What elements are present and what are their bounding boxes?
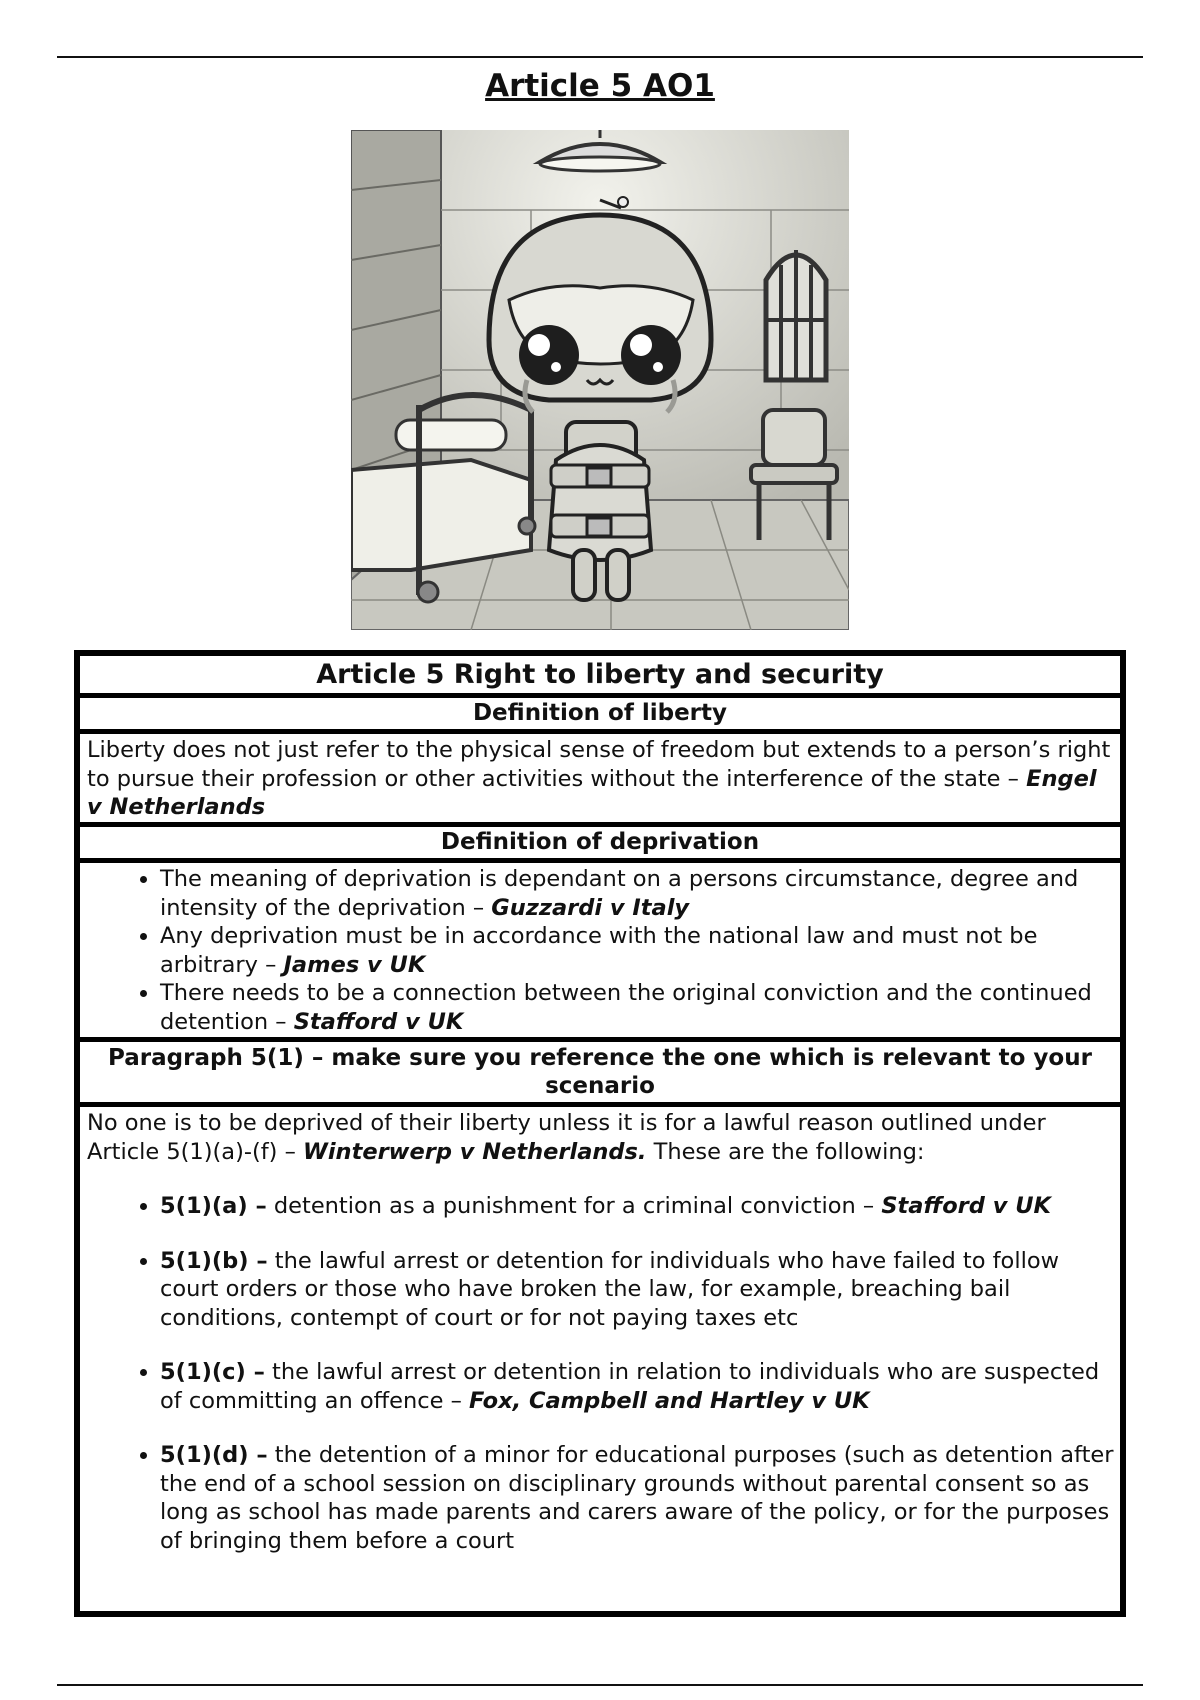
item-ref: 5(1)(b) –: [160, 1247, 268, 1274]
item-text: the lawful arrest or detention for individuals who have failed to follow court orders or those who have broken the law, for example, breaching bail conditions, contempt of court or for not paying taxes etc: [160, 1247, 1059, 1331]
top-rule: [57, 56, 1143, 58]
deprivation-definition: [80, 863, 1120, 1037]
liberty-case: Engel v Netherlands: [87, 765, 1097, 820]
item-ref: 5(1)(d) –: [160, 1442, 268, 1468]
table-heading: Article 5 Right to liberty and security: [80, 656, 1120, 693]
item-case: Stafford v UK: [293, 1008, 464, 1035]
liberty-text: Liberty does not just refer to the physical sense of freedom but extends to a person’s right to pursue their profession or other activities without the interference of the state –: [87, 737, 1111, 792]
item-text: the detention of a minor for educational purposes (such as detention after the end of a school session on disciplinary grounds without parental consent so as long as school has made parents and carers aware of the policy, or for the purposes of bringing them before a court: [160, 1442, 1114, 1554]
bottom-rule: [57, 1684, 1143, 1686]
article-5-table: [74, 650, 1126, 1617]
list-item: [160, 1441, 1114, 1555]
list-item: [160, 1247, 1114, 1333]
paragraph-intro: [87, 1109, 1114, 1166]
detained-character-illustration: [351, 130, 849, 630]
liberty-definition: [80, 734, 1120, 822]
list-item: [160, 979, 1114, 1036]
liberty-heading: Definition of liberty: [80, 698, 1120, 729]
item-case: Stafford v UK: [881, 1193, 1051, 1219]
deprivation-list: [87, 865, 1114, 1036]
item-ref: 5(1)(a) –: [160, 1193, 267, 1219]
paragraph-list: [87, 1192, 1114, 1555]
item-text: detention as a punishment for a criminal conviction –: [266, 1193, 882, 1219]
item-case: Fox, Campbell and Hartley v UK: [469, 1387, 870, 1414]
item-ref: 5(1)(c) –: [160, 1359, 265, 1385]
list-item: [160, 865, 1114, 922]
item-text: Any deprivation must be in accordance with the national law and must not be arbitrary –: [160, 923, 1038, 978]
item-text: the lawful arrest or detention in relation to individuals who are suspected of committing an offence –: [160, 1359, 1100, 1414]
paragraph-heading: Paragraph 5(1) – make sure you reference the one which is relevant to your scenario: [80, 1042, 1120, 1102]
list-item: [160, 1192, 1114, 1221]
item-case: Guzzardi v Italy: [491, 894, 690, 921]
page-title: Article 5 AO1: [485, 68, 715, 104]
item-text: The meaning of deprivation is dependant on a persons circumstance, degree and intensity of the deprivation –: [160, 866, 1079, 921]
list-item: [160, 922, 1114, 979]
deprivation-heading: Definition of deprivation: [80, 827, 1120, 858]
intro-case: Winterwerp v Netherlands.: [303, 1138, 647, 1165]
item-case: James v UK: [283, 951, 426, 978]
intro-text: No one is to be deprived of their liberty unless it is for a lawful reason outlined under Article 5(1)(a)-(f) –: [87, 1110, 1046, 1165]
list-item: [160, 1358, 1114, 1415]
item-text: There needs to be a connection between the original conviction and the continued detention –: [160, 980, 1092, 1035]
intro-tail: These are the following:: [646, 1138, 925, 1165]
paragraph-content: [80, 1107, 1120, 1611]
